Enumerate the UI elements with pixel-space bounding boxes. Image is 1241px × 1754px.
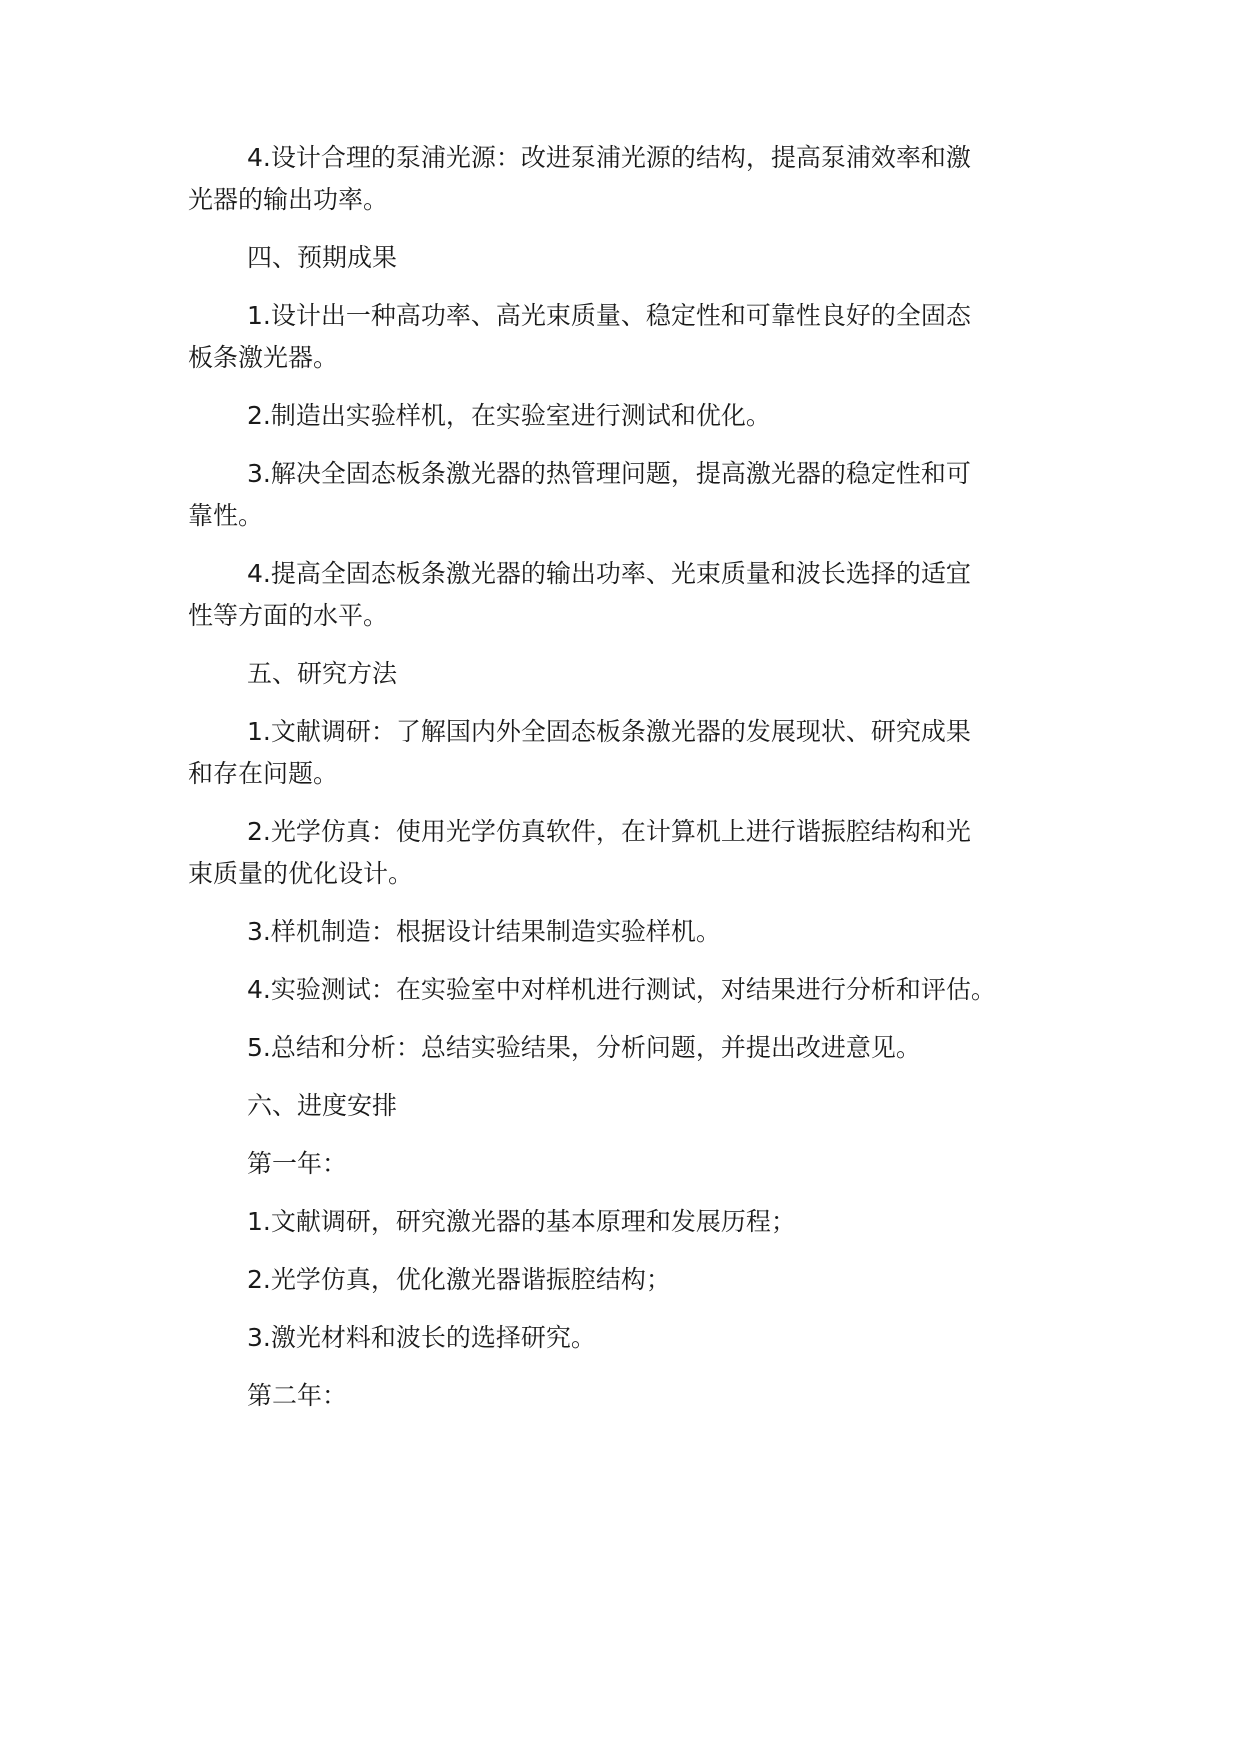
paragraph-line: 3.激光材料和波长的选择研究。 bbox=[247, 1323, 596, 1352]
paragraph-line: 2.制造出实验样机，在实验室进行测试和优化。 bbox=[247, 401, 771, 430]
paragraph-line: 性等方面的水平。 bbox=[188, 601, 389, 630]
paragraph-line: 3.样机制造：根据设计结果制造实验样机。 bbox=[247, 917, 721, 946]
section-heading: 五、研究方法 bbox=[247, 659, 398, 688]
subheading: 第一年： bbox=[247, 1149, 348, 1178]
paragraph-line: 和存在问题。 bbox=[188, 759, 339, 788]
section-heading: 六、进度安排 bbox=[247, 1091, 398, 1120]
paragraph-line: 3.解决全固态板条激光器的热管理问题，提高激光器的稳定性和可 bbox=[247, 459, 971, 488]
paragraph-line: 5.总结和分析：总结实验结果，分析问题，并提出改进意见。 bbox=[247, 1033, 921, 1062]
paragraph-line: 2.光学仿真：使用光学仿真软件，在计算机上进行谐振腔结构和光 bbox=[247, 817, 971, 846]
paragraph-line: 4.设计合理的泵浦光源：改进泵浦光源的结构，提高泵浦效率和激 bbox=[247, 143, 971, 172]
paragraph-line: 2.光学仿真，优化激光器谐振腔结构； bbox=[247, 1265, 671, 1294]
paragraph-line: 光器的输出功率。 bbox=[188, 185, 389, 214]
paragraph-line: 束质量的优化设计。 bbox=[188, 859, 414, 888]
section-heading: 四、预期成果 bbox=[247, 243, 398, 272]
subheading: 第二年： bbox=[247, 1381, 348, 1410]
paragraph-line: 靠性。 bbox=[188, 501, 264, 530]
paragraph-line: 4.实验测试：在实验室中对样机进行测试，对结果进行分析和评估。 bbox=[247, 975, 996, 1004]
paragraph-line: 1.文献调研，研究激光器的基本原理和发展历程； bbox=[247, 1207, 796, 1236]
paragraph-line: 4.提高全固态板条激光器的输出功率、光束质量和波长选择的适宜 bbox=[247, 559, 971, 588]
paragraph-line: 1.文献调研：了解国内外全固态板条激光器的发展现状、研究成果 bbox=[247, 717, 971, 746]
paragraph-line: 1.设计出一种高功率、高光束质量、稳定性和可靠性良好的全固态 bbox=[247, 301, 971, 330]
paragraph-line: 板条激光器。 bbox=[188, 343, 339, 372]
